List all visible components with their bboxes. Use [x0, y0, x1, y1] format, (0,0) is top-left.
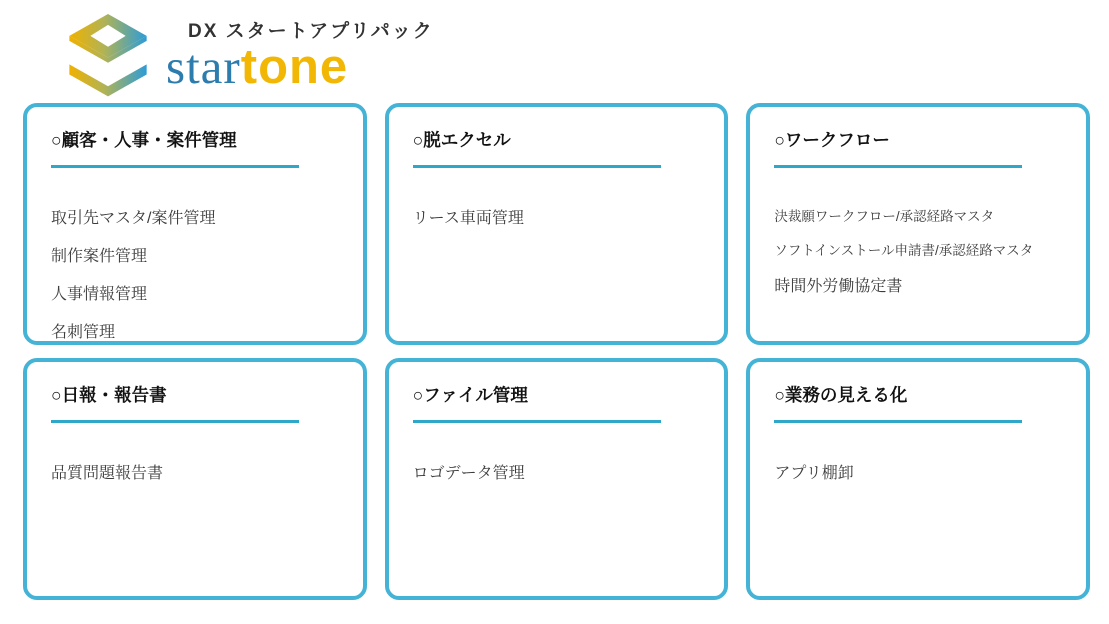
- cards-grid: [23, 103, 1090, 600]
- card-title: ○脱エクセル: [412, 130, 511, 150]
- app-category-card: [746, 103, 1090, 345]
- logo-text: [166, 14, 434, 95]
- app-item: 品質問題報告書: [51, 465, 164, 482]
- title-underline: [51, 420, 299, 423]
- card-item-list: [51, 200, 339, 345]
- title-underline: [413, 420, 661, 423]
- logo-tagline: DX スタートアプリパック: [188, 21, 434, 42]
- title-underline: [51, 165, 299, 168]
- card-title: ○ワークフロー: [774, 130, 890, 150]
- app-item: 制作案件管理: [51, 248, 148, 265]
- title-underline: [774, 165, 1022, 168]
- card-item-list: [413, 200, 701, 238]
- app-item: 取引先マスタ/案件管理: [51, 210, 216, 227]
- card-item-list: [51, 455, 339, 493]
- app-item: アプリ棚卸: [774, 465, 854, 482]
- logo: [0, 0, 1109, 99]
- app-category-card: [385, 103, 729, 345]
- app-item: ソフトインストール申請書/承認経路マスタ: [774, 243, 1034, 258]
- app-item: 人事情報管理: [51, 286, 148, 303]
- app-category-card: [23, 358, 367, 600]
- app-category-card: [385, 358, 729, 600]
- card-title: ○日報・報告書: [51, 385, 167, 405]
- title-underline: [413, 165, 661, 168]
- stacked-layers-icon: [64, 14, 152, 98]
- brand-wordmark: [166, 40, 434, 95]
- app-item: 時間外労働協定書: [774, 278, 903, 295]
- app-item: リース車両管理: [412, 210, 524, 227]
- title-underline: [774, 420, 1022, 423]
- brand-star: star: [166, 39, 241, 94]
- card-title: ○ファイル管理: [412, 385, 528, 405]
- card-title: ○業務の見える化: [774, 385, 908, 405]
- brand-tone: tone: [240, 40, 349, 94]
- app-category-card: [23, 103, 367, 345]
- card-item-list: [774, 200, 1062, 306]
- card-item-list: [413, 455, 701, 493]
- card-title: ○顧客・人事・案件管理: [51, 130, 237, 150]
- app-item: 名刺管理: [51, 324, 116, 341]
- app-category-card: [746, 358, 1090, 600]
- app-item: 決裁願ワークフロー/承認経路マスタ: [774, 209, 995, 224]
- card-item-list: [774, 455, 1062, 493]
- app-item: ロゴデータ管理: [412, 465, 525, 482]
